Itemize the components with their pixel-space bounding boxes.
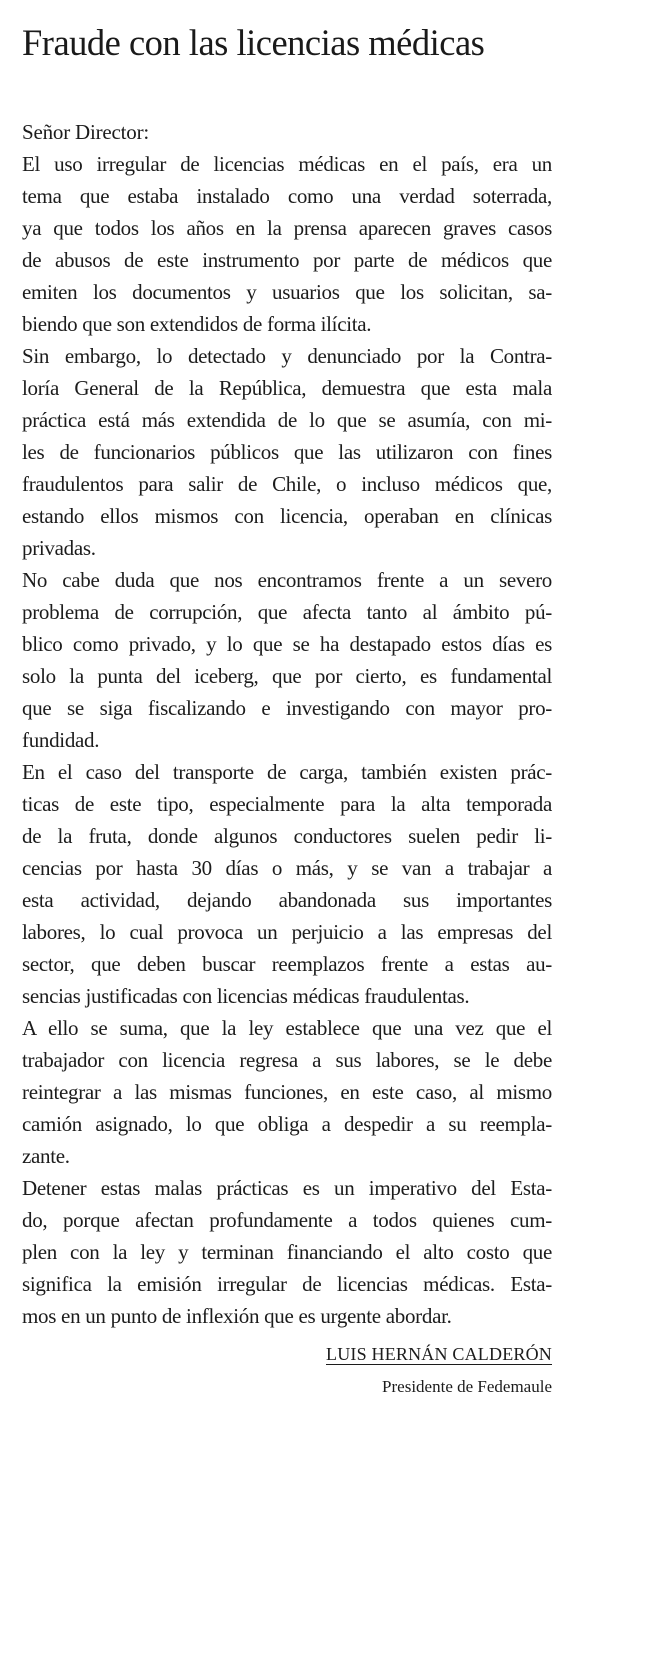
text-line: camión asignado, lo que obliga a despedir a su reempla- xyxy=(22,1112,552,1136)
letter-signature xyxy=(22,1340,552,1400)
text-line: práctica está más extendida de lo que se asumía, con mi- xyxy=(22,408,552,432)
text-line: problema de corrupción, que afecta tanto al ámbito pú- xyxy=(22,600,552,624)
text-line: fraudulentos para salir de Chile, o incluso médicos que, xyxy=(22,472,552,496)
letter-article xyxy=(22,20,552,1400)
letter-paragraph xyxy=(22,148,552,340)
text-line: plen con la ley y terminan financiando el alto costo que xyxy=(22,1240,552,1264)
text-line: esta actividad, dejando abandonada sus importantes xyxy=(22,888,552,912)
text-line: El uso irregular de licencias médicas en el país, era un xyxy=(22,152,552,176)
text-line: Sin embargo, lo detectado y denunciado por la Contra- xyxy=(22,344,552,368)
text-line: de abusos de este instrumento por parte de médicos que xyxy=(22,248,552,272)
letter-salutation: Señor Director: xyxy=(22,120,150,144)
text-line: privadas. xyxy=(22,536,96,560)
letter-paragraph xyxy=(22,340,552,564)
letter-paragraph xyxy=(22,1172,552,1332)
text-line: sencias justificadas con licencias médicas fraudulentas. xyxy=(22,984,470,1008)
text-line: tema que estaba instalado como una verdad soterrada, xyxy=(22,184,552,208)
letter-paragraph xyxy=(22,756,552,1012)
text-line: labores, lo cual provoca un perjuicio a las empresas del xyxy=(22,920,552,944)
text-line: ya que todos los años en la prensa aparecen graves casos xyxy=(22,216,552,240)
text-line: les de funcionarios públicos que las utilizaron con fines xyxy=(22,440,552,464)
text-line: mos en un punto de inflexión que es urgente abordar. xyxy=(22,1304,452,1328)
text-line: reintegrar a las mismas funciones, en este caso, al mismo xyxy=(22,1080,552,1104)
text-line: En el caso del transporte de carga, también existen prác- xyxy=(22,760,552,784)
text-line: No cabe duda que nos encontramos frente a un severo xyxy=(22,568,552,592)
article-headline: Fraude con las licencias médicas xyxy=(22,22,485,63)
text-line: biendo que son extendidos de forma ilícita. xyxy=(22,312,372,336)
text-line: que se siga fiscalizando e investigando con mayor pro- xyxy=(22,696,552,720)
text-line: blico como privado, y lo que se ha destapado estos días es xyxy=(22,632,552,656)
text-line: cencias por hasta 30 días o más, y se van a trabajar a xyxy=(22,856,552,880)
text-line: fundidad. xyxy=(22,728,100,752)
letter-body xyxy=(22,148,552,1332)
letter-paragraph xyxy=(22,1012,552,1172)
text-line: emiten los documentos y usuarios que los solicitan, sa- xyxy=(22,280,552,304)
signature-role: Presidente de Fedemaule xyxy=(382,1377,552,1396)
signature-name: LUIS HERNÁN CALDERÓN xyxy=(326,1344,552,1364)
text-line: A ello se suma, que la ley establece que una vez que el xyxy=(22,1016,552,1040)
text-line: zante. xyxy=(22,1144,70,1168)
text-line: sector, que deben buscar reemplazos frente a estas au- xyxy=(22,952,552,976)
text-line: Detener estas malas prácticas es un imperativo del Esta- xyxy=(22,1176,552,1200)
text-line: significa la emisión irregular de licencias médicas. Esta- xyxy=(22,1272,552,1296)
text-line: do, porque afectan profundamente a todos quienes cum- xyxy=(22,1208,552,1232)
text-line: de la fruta, donde algunos conductores suelen pedir li- xyxy=(22,824,552,848)
text-line: loría General de la República, demuestra que esta mala xyxy=(22,376,552,400)
text-line: ticas de este tipo, especialmente para la alta temporada xyxy=(22,792,552,816)
text-line: trabajador con licencia regresa a sus labores, se le debe xyxy=(22,1048,552,1072)
text-line: estando ellos mismos con licencia, operaban en clínicas xyxy=(22,504,552,528)
letter-paragraph xyxy=(22,564,552,756)
text-line: solo la punta del iceberg, que por cierto, es fundamental xyxy=(22,664,552,688)
